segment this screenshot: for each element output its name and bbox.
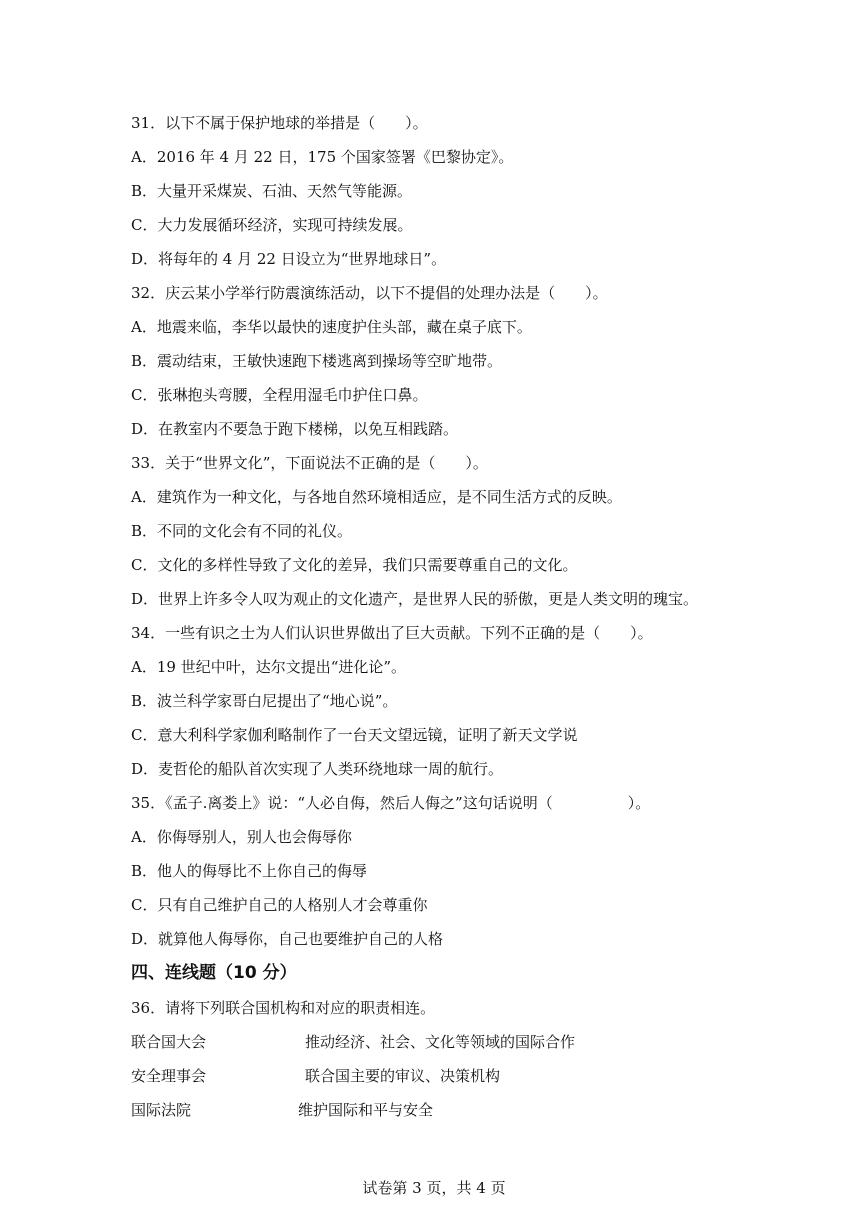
question-32-option-d: D．在教室内不要急于跑下楼梯，以免互相践踏。 [131, 420, 459, 438]
question-34-option-b: B．波兰科学家哥白尼提出了“地心说”。 [131, 692, 398, 710]
question-36-instruction: 36．请将下列联合国机构和对应的职责相连。 [131, 999, 436, 1017]
question-34-option-c: C．意大利科学家伽利略制作了一台天文望远镜，证明了新天文学说 [131, 726, 578, 744]
match-left-item[interactable]: 联合国大会 [131, 1033, 207, 1051]
question-32-option-c: C．张琳抱头弯腰，全程用湿毛巾护住口鼻。 [131, 386, 428, 404]
question-34-option-a: A．19 世纪中叶，达尔文提出“进化论”。 [131, 658, 407, 676]
question-34-option-d: D．麦哲伦的船队首次实现了人类环绕地球一周的航行。 [131, 760, 504, 778]
question-31-stem: 31．以下不属于保护地球的举措是（ ）。 [131, 114, 428, 132]
question-32-option-b: B．震动结束，王敏快速跑下楼逃离到操场等空旷地带。 [131, 352, 503, 370]
question-33-option-a: A．建筑作为一种文化，与各地自然环境相适应，是不同生活方式的反映。 [131, 488, 622, 506]
question-31-option-c: C．大力发展循环经济，实现可持续发展。 [131, 216, 413, 234]
question-35-option-a: A．你侮辱别人，别人也会侮辱你 [131, 828, 352, 846]
match-left-item[interactable]: 国际法院 [131, 1101, 192, 1119]
match-right-item[interactable]: 推动经济、社会、文化等领域的国际合作 [305, 1033, 576, 1051]
question-35-option-c: C．只有自己维护自己的人格别人才会尊重你 [131, 896, 428, 914]
question-31-option-d: D．将每年的 4 月 22 日设立为“世界地球日”。 [131, 250, 447, 268]
question-35-stem: 35．《孟子.离娄上》说：“人必自侮，然后人侮之”这句话说明（ ）。 [131, 794, 651, 812]
question-31-option-b: B．大量开采煤炭、石油、天然气等能源。 [131, 182, 413, 200]
match-right-item[interactable]: 维护国际和平与安全 [298, 1101, 434, 1119]
question-35-option-b: B．他人的侮辱比不上你自己的侮辱 [131, 862, 368, 880]
page-footer: 试卷第 3 页，共 4 页 [362, 1179, 506, 1197]
question-34-stem: 34．一些有识之士为人们认识世界做出了巨大贡献。下列不正确的是（ ）。 [131, 624, 653, 642]
question-31-option-a: A．2016 年 4 月 22 日，175 个国家签署《巴黎协定》。 [131, 148, 514, 166]
section-4-heading: 四、连线题（10 分） [131, 963, 297, 983]
question-33-stem: 33．关于“世界文化”，下面说法不正确的是（ ）。 [131, 454, 488, 472]
match-right-item[interactable]: 联合国主要的审议、决策机构 [305, 1067, 501, 1085]
match-left-item[interactable]: 安全理事会 [131, 1067, 207, 1085]
question-33-option-d: D．世界上许多令人叹为观止的文化遗产，是世界人民的骄傲，更是人类文明的瑰宝。 [131, 590, 699, 608]
question-33-option-b: B．不同的文化会有不同的礼仪。 [131, 522, 353, 540]
question-32-stem: 32．庆云某小学举行防震演练活动，以下不提倡的处理办法是（ ）。 [131, 284, 608, 302]
question-35-option-d: D．就算他人侮辱你，自己也要维护自己的人格 [131, 930, 444, 948]
question-33-option-c: C．文化的多样性导致了文化的差异，我们只需要尊重自己的文化。 [131, 556, 578, 574]
question-32-option-a: A．地震来临，李华以最快的速度护住头部，藏在桌子底下。 [131, 318, 532, 336]
